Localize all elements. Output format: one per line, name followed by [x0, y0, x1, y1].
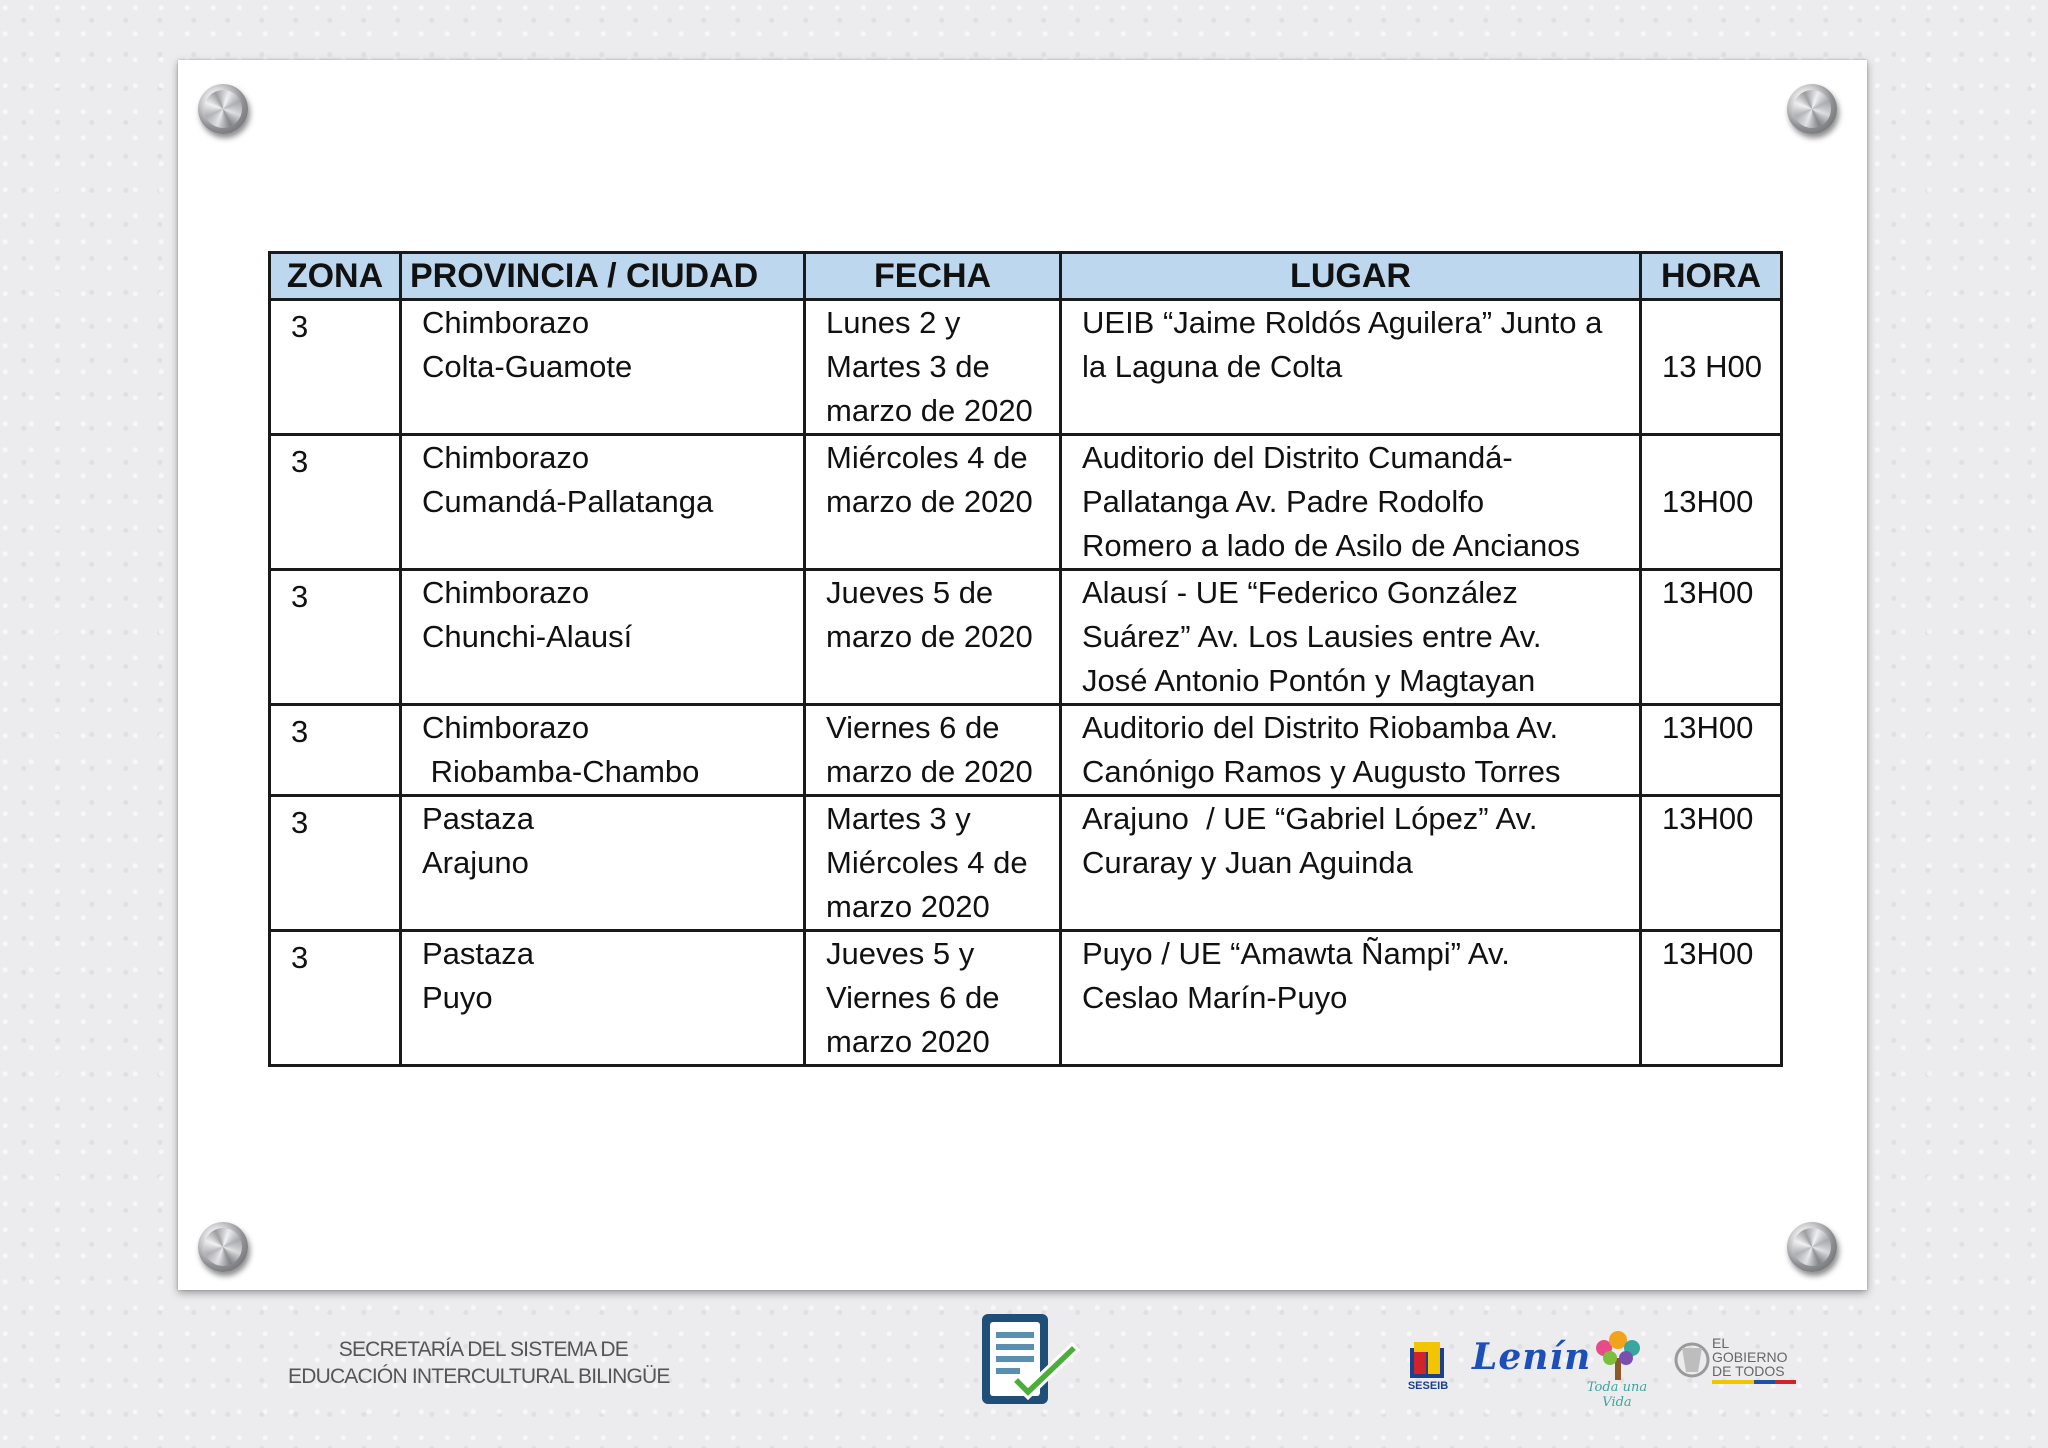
footer-logos — [1400, 1328, 1800, 1410]
table-row — [270, 435, 1782, 570]
zona-cell: 3 — [270, 300, 401, 435]
lugar-cell: Alausí - UE “Federico González Suárez” Av. Los Lausies entre Av. José Antonio Pontón y Magtayan — [1061, 570, 1641, 705]
lugar-cell: UEIB “Jaime Roldós Aguilera” Junto a la Laguna de Colta — [1061, 300, 1641, 435]
hora-cell: 13H00 — [1641, 435, 1782, 570]
schedule-table — [268, 251, 1783, 1067]
screw-icon — [198, 84, 248, 134]
hora-cell: 13H00 — [1641, 705, 1782, 796]
gobierno-logo-text: EL GOBIERNO DE TODOS — [1712, 1335, 1788, 1379]
fecha-cell: Martes 3 y Miércoles 4 de marzo 2020 — [805, 796, 1061, 931]
lugar-cell: Arajuno / UE “Gabriel López” Av. Curaray y Juan Aguinda — [1061, 796, 1641, 931]
table-row — [270, 300, 1782, 435]
fecha-cell: Jueves 5 de marzo de 2020 — [805, 570, 1061, 705]
lugar-cell: Auditorio del Distrito Cumandá- Pallatanga Av. Padre Rodolfo Romero a lado de Asilo de Ancianos — [1061, 435, 1641, 570]
table-header-row — [270, 253, 1782, 300]
header-provincia: PROVINCIA / CIUDAD — [401, 253, 805, 300]
lugar-cell: Puyo / UE “Amawta Ñampi” Av. Ceslao Marín-Puyo — [1061, 931, 1641, 1066]
screw-icon — [198, 1222, 248, 1272]
provincia-cell: Pastaza Arajuno — [401, 796, 805, 931]
organization-name: SECRETARÍA DEL SISTEMA DE EDUCACIÓN INTERCULTURAL BILINGÜE — [288, 1338, 670, 1388]
tree-logo-caption: Toda una Vida — [1586, 1380, 1648, 1410]
zona-cell: 3 — [270, 796, 401, 931]
signboard — [178, 60, 1867, 1290]
hora-cell: 13 H00 — [1641, 300, 1782, 435]
provincia-cell: Chimborazo Cumandá-Pallatanga — [401, 435, 805, 570]
table-row — [270, 570, 1782, 705]
provincia-cell: Chimborazo Chunchi-Alausí — [401, 570, 805, 705]
screw-icon — [1787, 84, 1837, 134]
zona-cell: 3 — [270, 931, 401, 1066]
header-fecha: FECHA — [805, 253, 1061, 300]
table-row — [270, 931, 1782, 1066]
hora-cell: 13H00 — [1641, 931, 1782, 1066]
lugar-cell: Auditorio del Distrito Riobamba Av. Canónigo Ramos y Augusto Torres — [1061, 705, 1641, 796]
provincia-cell: Pastaza Puyo — [401, 931, 805, 1066]
fecha-cell: Viernes 6 de marzo de 2020 — [805, 705, 1061, 796]
fecha-cell: Lunes 2 y Martes 3 de marzo de 2020 — [805, 300, 1061, 435]
header-lugar: LUGAR — [1061, 253, 1641, 300]
hora-cell: 13H00 — [1641, 796, 1782, 931]
fecha-cell: Jueves 5 y Viernes 6 de marzo 2020 — [805, 931, 1061, 1066]
screw-icon — [1787, 1222, 1837, 1272]
provincia-cell: Chimborazo Colta-Guamote — [401, 300, 805, 435]
document-check-icon — [978, 1312, 1088, 1412]
header-zona: ZONA — [270, 253, 401, 300]
lenin-logo: Lenín — [1472, 1336, 1592, 1378]
table-row — [270, 796, 1782, 931]
zona-cell: 3 — [270, 435, 401, 570]
header-hora: HORA — [1641, 253, 1782, 300]
fecha-cell: Miércoles 4 de marzo de 2020 — [805, 435, 1061, 570]
provincia-cell: Chimborazo Riobamba-Chambo — [401, 705, 805, 796]
table-row — [270, 705, 1782, 796]
zona-cell: 3 — [270, 570, 401, 705]
zona-cell: 3 — [270, 705, 401, 796]
flag-stripe — [1712, 1380, 1796, 1384]
seseib-label: SESEIB — [1407, 1380, 1449, 1392]
hora-cell: 13H00 — [1641, 570, 1782, 705]
